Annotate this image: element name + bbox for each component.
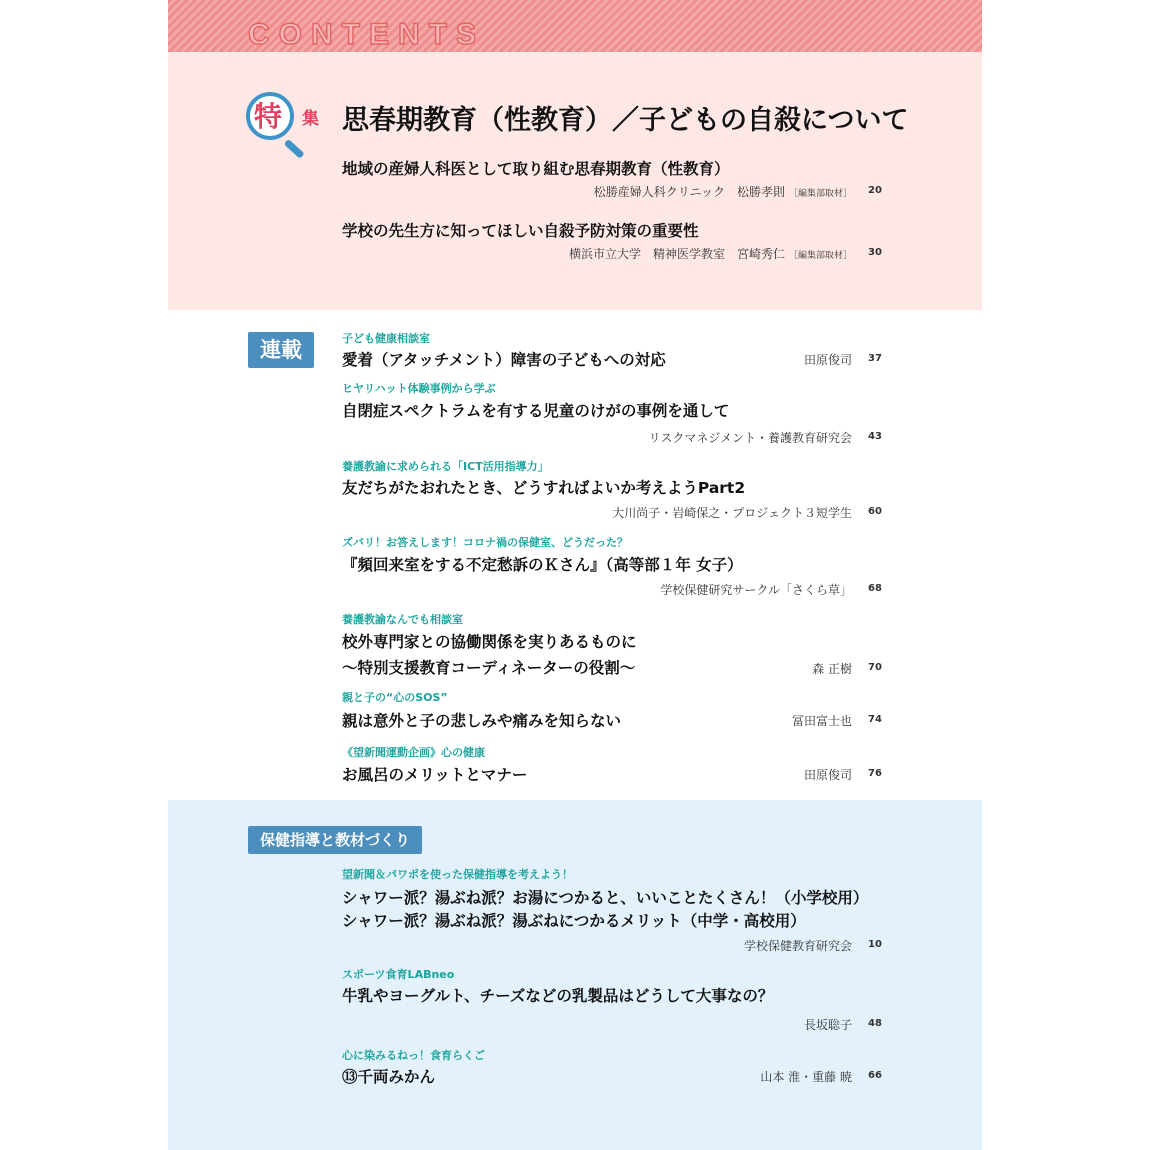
item-category: 養護教諭に求められる「ICT活用指導力」 <box>342 460 549 473</box>
item-author: 長坂聡子 <box>803 1018 852 1032</box>
item-title[interactable]: ⑬千両みかん <box>342 1068 436 1086</box>
item-title[interactable]: お風呂のメリットとマナー <box>342 766 528 784</box>
item-category: 子ども健康相談室 <box>342 332 430 345</box>
item-title[interactable]: シャワー派？湯ぶね派？お湯につかると、いいことたくさん！（小学校用） <box>342 889 869 907</box>
item-author: 学校保健教育研究会 <box>743 939 852 953</box>
feature-item-author <box>569 245 852 262</box>
item-author: 学校保健研究サークル「さくら草」 <box>660 583 852 597</box>
feature-item-title[interactable]: 学校の先生方に知ってほしい自殺予防対策の重要性 <box>342 222 699 240</box>
page-number: 68 <box>868 583 882 594</box>
rensai-badge: 連載 <box>248 332 314 368</box>
feature-item-title[interactable]: 地域の産婦人科医として取り組む思春期教育（性教育） <box>342 160 730 178</box>
item-author: 田原俊司 <box>803 353 852 367</box>
item-author: 山本 淮・重藤 暁 <box>760 1070 852 1084</box>
page-number: 37 <box>868 353 882 364</box>
item-category: 親と子の“心のSOS” <box>342 691 448 704</box>
feature-section-bg <box>168 52 982 310</box>
page-number: 30 <box>868 247 882 258</box>
item-subtitle[interactable]: ～特別支援教育コーディネーターの役割～ <box>342 659 636 677</box>
shu-char: 集 <box>302 109 319 129</box>
author-note: ［編集部取材］ <box>788 189 852 199</box>
feature-item-author <box>594 183 852 200</box>
page-number: 20 <box>868 185 882 196</box>
item-category: 養護教諭なんでも相談室 <box>342 613 463 626</box>
item-title[interactable]: 友だちがたおれたとき、どうすればよいか考えようPart2 <box>342 479 746 497</box>
item-category: スポーツ食育LABneo <box>342 968 455 981</box>
item-author: 田原俊司 <box>803 768 852 782</box>
hoken-badge: 保健指導と教材づくり <box>248 826 422 854</box>
item-title[interactable]: 校外専門家との協働関係を実りあるものに <box>342 633 637 651</box>
page-number: 43 <box>868 431 882 442</box>
magnifier-handle <box>284 139 305 159</box>
item-subtitle[interactable]: シャワー派？湯ぶね派？湯ぶねにつかるメリット（中学・高校用） <box>342 912 806 930</box>
item-author: リスクマネジメント・養護教育研究会 <box>648 431 852 445</box>
feature-title: 思春期教育（性教育）／子どもの自殺について <box>342 105 909 136</box>
item-category: ズバリ！お答えします！コロナ禍の保健室、どうだった？ <box>342 536 628 549</box>
page-number: 70 <box>868 662 882 673</box>
item-author: 大川尚子・岩崎保之・プロジェクト３短学生 <box>612 506 852 520</box>
page-number: 76 <box>868 768 882 779</box>
item-title[interactable]: 牛乳やヨーグルト、チーズなどの乳製品はどうして大事なの？ <box>342 987 774 1005</box>
item-title[interactable]: 愛着（アタッチメント）障害の子どもへの対応 <box>342 351 666 369</box>
item-author: 森 正樹 <box>812 662 852 676</box>
page-number: 60 <box>868 506 882 517</box>
item-title[interactable]: 親は意外と子の悲しみや痛みを知らない <box>342 712 622 730</box>
author-name: 横浜市立大学 精神医学教室 宮崎秀仁 <box>568 247 785 261</box>
page-number: 10 <box>868 939 882 950</box>
page-number: 48 <box>868 1018 882 1029</box>
page-number: 74 <box>868 714 882 725</box>
item-category: ヒヤリハット体験事例から学ぶ <box>342 382 496 395</box>
toku-char: 特 <box>254 100 283 133</box>
contents-page <box>168 0 982 1150</box>
item-category: 《望新聞運動企画》心の健康 <box>342 746 485 759</box>
contents-heading: CONTENTS <box>248 18 485 51</box>
item-title[interactable]: 自閉症スペクトラムを有する児童のけがの事例を通して <box>342 402 730 420</box>
item-author: 冨田富士也 <box>791 714 852 728</box>
item-category: 心に染みるねっ！食育らくご <box>342 1049 485 1062</box>
item-title[interactable]: 『頻回来室をする不定愁訴のＫさん』（高等部１年 女子） <box>342 556 743 574</box>
author-name: 松勝産婦人科クリニック 松勝孝則 <box>593 185 785 199</box>
author-note: ［編集部取材］ <box>788 251 852 261</box>
item-category: 望新聞＆パワポを使った保健指導を考えよう！ <box>342 868 573 881</box>
page-number: 66 <box>868 1070 882 1081</box>
